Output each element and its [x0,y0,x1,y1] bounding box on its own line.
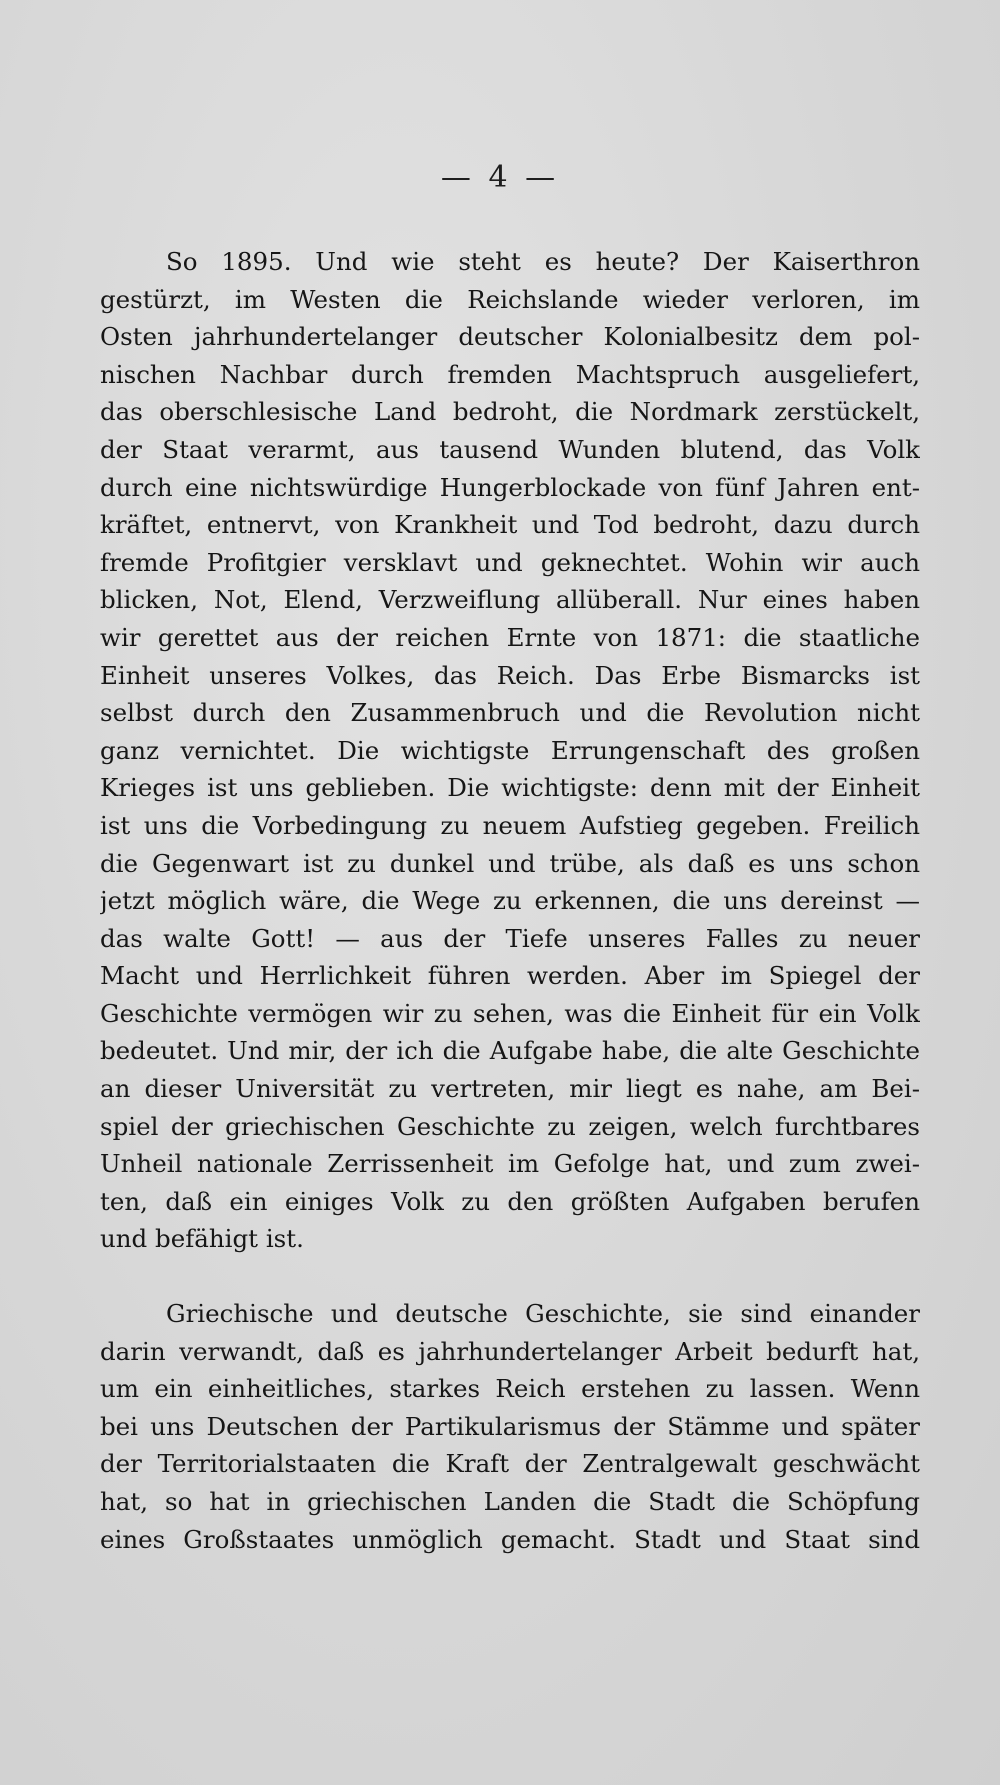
text-line: der Staat verarmt, aus tausend Wunden blutend, das Volk [100,434,920,464]
text-line: jetzt möglich wäre, die Wege zu erkennen, die uns dereinst — [100,886,920,916]
paragraph [100,243,920,1258]
text-line: hat, so hat in griechischen Landen die Stadt die Schöpfung [100,1486,920,1516]
text-line: Geschichte vermögen wir zu sehen, was die Einheit für ein Volk [100,998,920,1028]
text-line: Einheit unseres Volkes, das Reich. Das Erbe Bismarcks ist [100,660,920,690]
text-line: selbst durch den Zusammenbruch und die Revolution nicht [100,698,920,728]
text-line: Macht und Herrlichkeit führen werden. Aber im Spiegel der [100,961,920,991]
text-line: ten, daß ein einiges Volk zu den größten Aufgaben berufen [100,1186,920,1216]
paragraph [100,1295,920,1558]
text-line: bedeutet. Und mir, der ich die Aufgabe habe, die alte Geschichte [100,1036,920,1066]
text-line: Unheil nationale Zerrissenheit im Gefolge hat, und zum zwei- [100,1149,920,1179]
text-line: und befähigt ist. [100,1224,304,1254]
text-line: So 1895. Und wie steht es heute? Der Kaiserthron [166,247,920,276]
text-line: kräftet, entnervt, von Krankheit und Tod bedroht, dazu durch [100,510,920,540]
text-line: das oberschlesische Land bedroht, die Nordmark zerstückelt, [100,397,920,427]
text-line: nischen Nachbar durch fremden Machtspruch ausgeliefert, [100,359,920,389]
text-line: die Gegenwart ist zu dunkel und trübe, als daß es uns schon [100,848,920,878]
page-number: — 4 — [440,160,560,195]
text-line: Krieges ist uns geblieben. Die wichtigste: denn mit der Einheit [100,773,920,803]
text-line: spiel der griechischen Geschichte zu zeigen, welch furchtbares [100,1111,920,1141]
text-line: Griechische und deutsche Geschichte, sie sind einander [166,1299,920,1328]
text-line: bei uns Deutschen der Partikularismus der Stämme und später [100,1411,920,1441]
text-line: fremde Profitgier versklavt und geknechtet. Wohin wir auch [100,547,920,577]
text-line: durch eine nichtswürdige Hungerblockade von fünf Jahren ent- [100,472,920,502]
text-line: wir gerettet aus der reichen Ernte von 1871: die staatliche [100,622,920,652]
text-line: ganz vernichtet. Die wichtigste Errungenschaft des großen [100,735,920,765]
text-line: ist uns die Vorbedingung zu neuem Aufstieg gegeben. Freilich [100,810,920,840]
text-line: eines Großstaates unmöglich gemacht. Stadt und Staat sind [100,1524,920,1554]
text-line: darin verwandt, daß es jahrhundertelanger Arbeit bedurft hat, [100,1336,920,1366]
text-line: gestürzt, im Westen die Reichslande wieder verloren, im [100,284,920,314]
text-line: Osten jahrhundertelanger deutscher Kolonialbesitz dem pol- [100,322,920,352]
text-line: um ein einheitliches, starkes Reich erstehen zu lassen. Wenn [100,1374,920,1404]
text-line: der Territorialstaaten die Kraft der Zentralgewalt geschwächt [100,1449,920,1479]
text-line: das walte Gott! — aus der Tiefe unseres Falles zu neuer [100,923,920,953]
text-line: an dieser Universität zu vertreten, mir liegt es nahe, am Bei- [100,1074,920,1104]
text-line: blicken, Not, Elend, Verzweiflung allüberall. Nur eines haben [100,585,920,615]
